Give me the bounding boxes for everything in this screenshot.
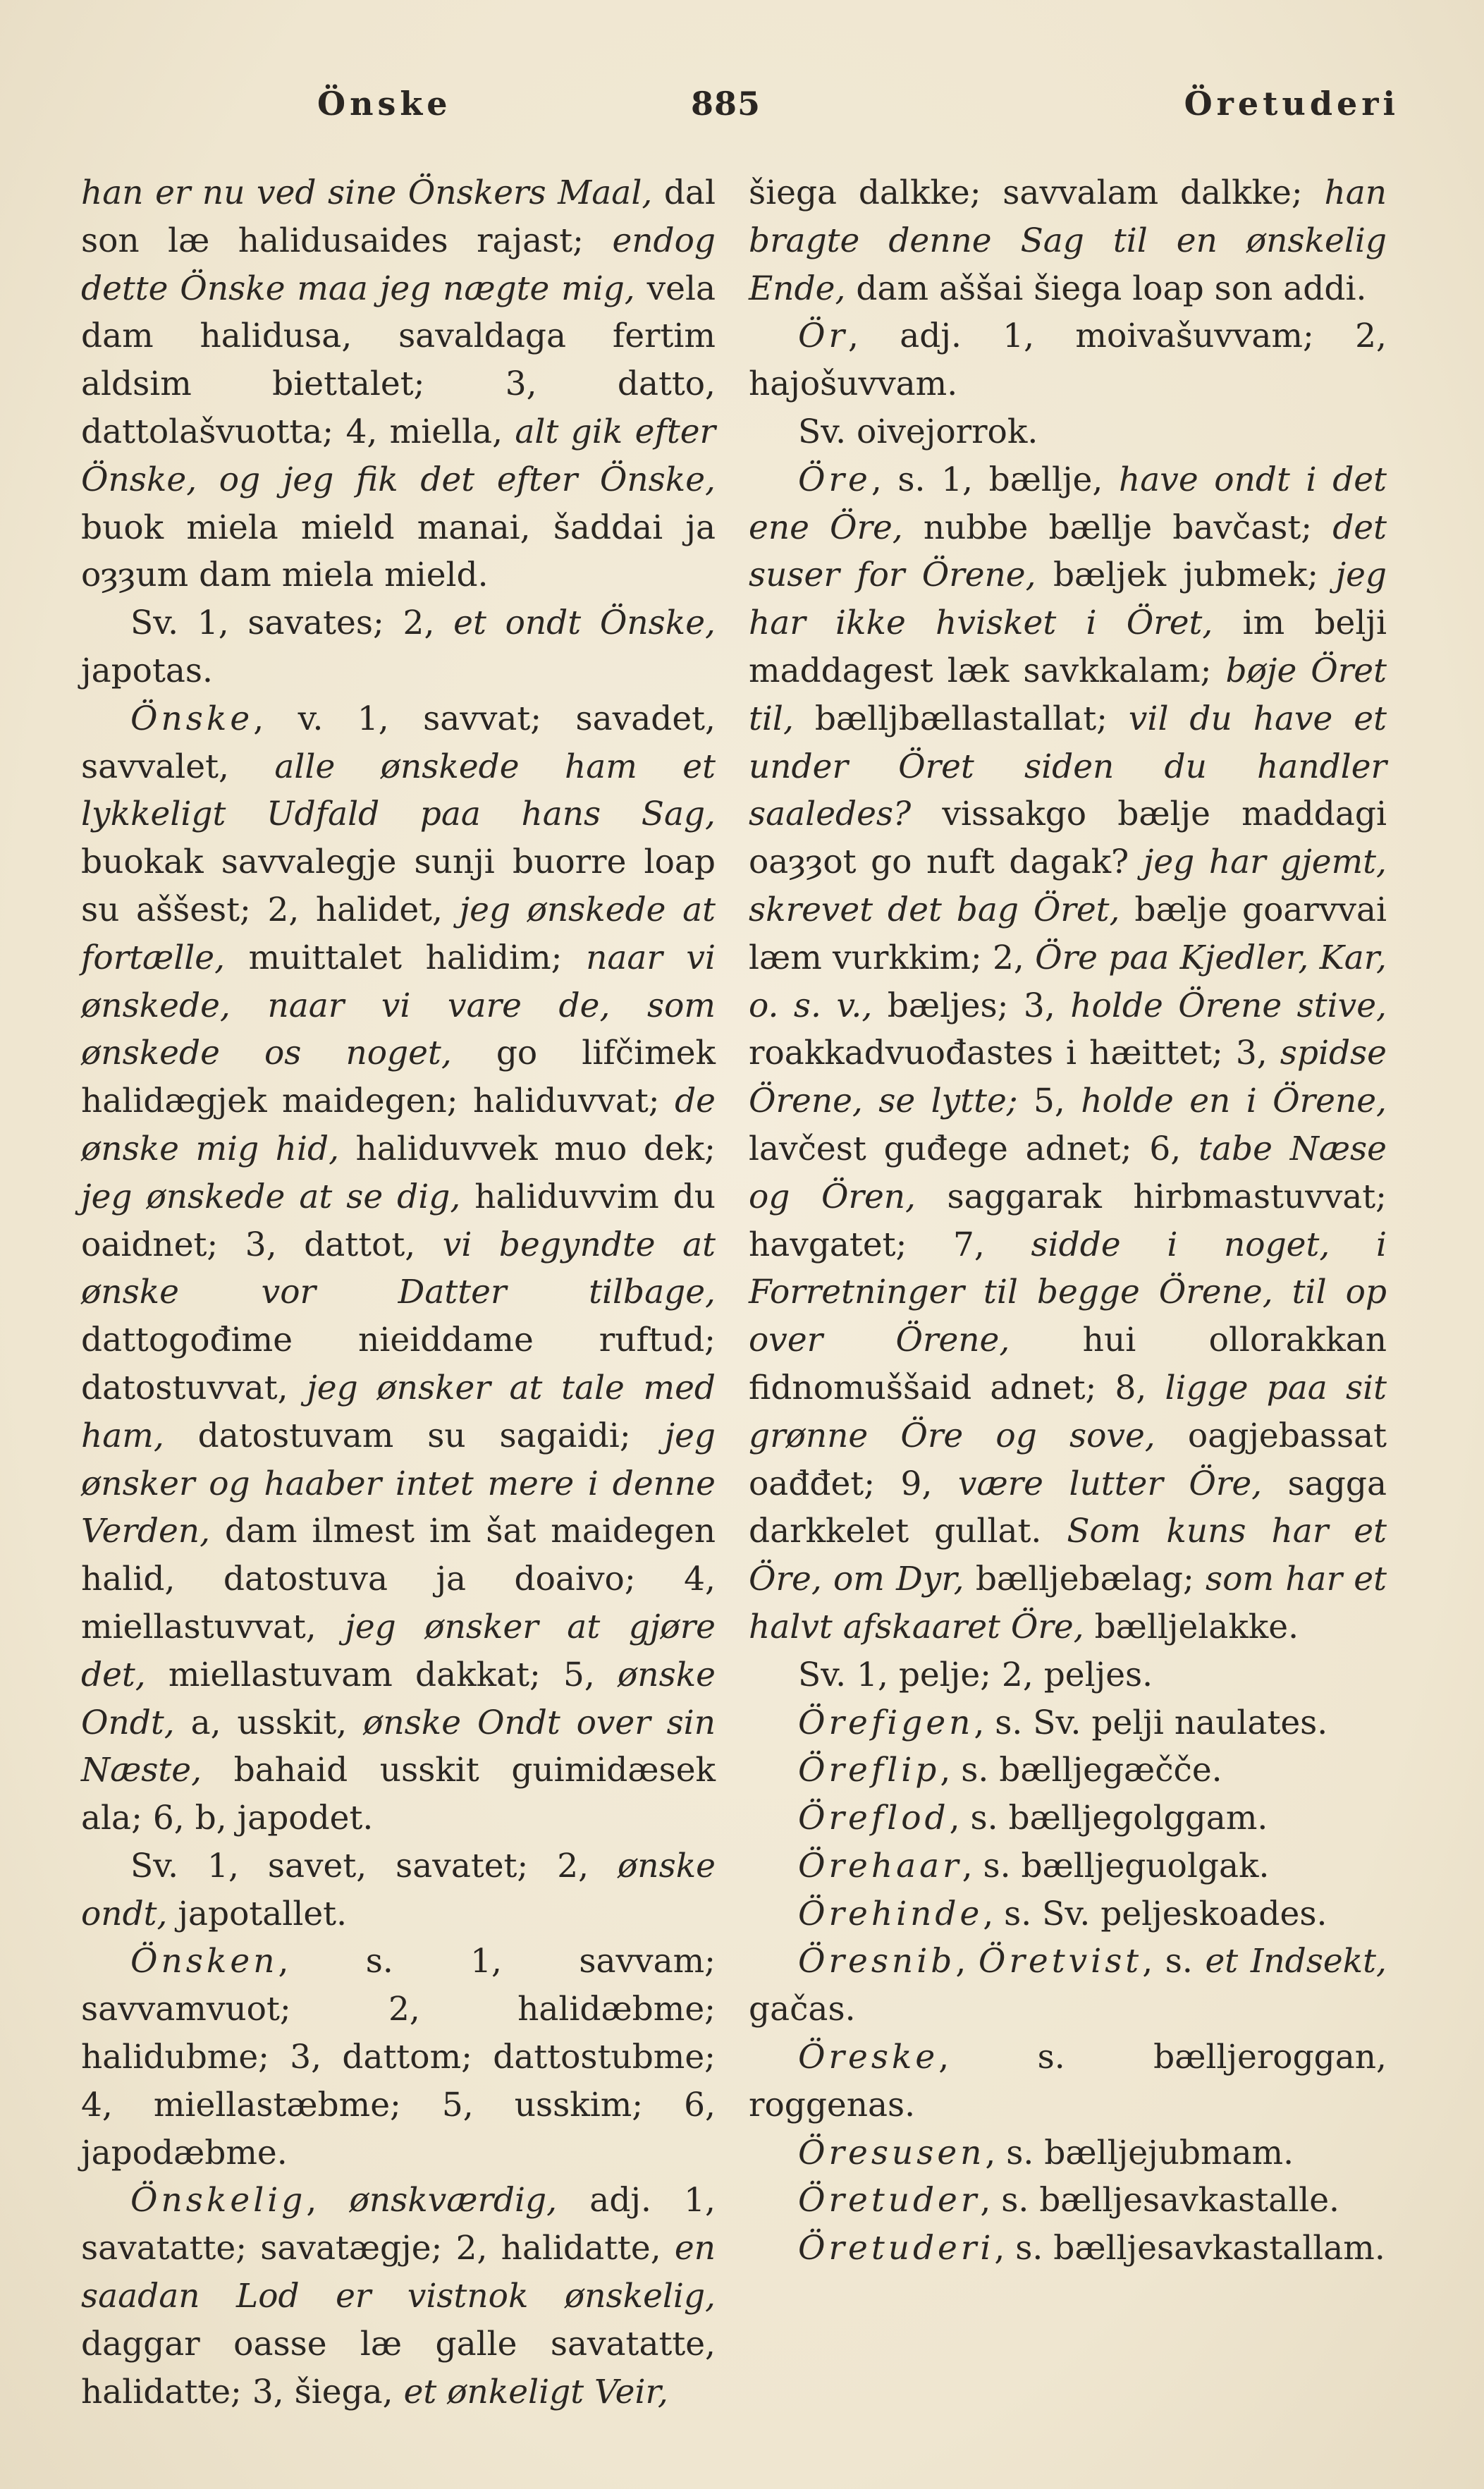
entry-text: , s. bælljesavkastallam. (994, 2229, 1385, 2268)
headword: Örehinde (798, 1894, 983, 1933)
entry-text: bahaid usskit guimidæsek ala; 6, b, japodet. (81, 1751, 716, 1838)
entry-text: vissakgo bælje maddagi oaȝȝot go nuft dagak? (749, 795, 1387, 882)
entry-text: haliduvvek muo dek; (339, 1129, 716, 1168)
example-phrase: han er nu ved sine Önskers Maal, (81, 173, 653, 212)
headword: Örehaar (798, 1846, 962, 1885)
headword: Öre (798, 460, 871, 499)
example-phrase: jeg ønsker at tale med ham, (81, 1368, 716, 1455)
example-phrase: ønske Ondt over sin Næste, (81, 1703, 716, 1790)
example-phrase: alt gik efter Önske, og jeg fik det efter Önske, (81, 412, 716, 499)
example-phrase: være lutter Öre, (957, 1464, 1263, 1503)
entry-text: šiega dalkke; savvalam dalkke; (749, 173, 1325, 212)
entry-text: bælje goarvvai læm vurkkim; 2, (749, 890, 1387, 977)
entry-paragraph (749, 1842, 1387, 1890)
entry-text: a, usskit, (174, 1703, 364, 1742)
entry-text: , s. Sv. pelji naulates. (974, 1703, 1328, 1742)
headword: Öresusen (798, 2133, 986, 2172)
entry-paragraph (81, 1842, 716, 1938)
example-phrase: et ondt Önske, (453, 604, 716, 643)
example-phrase: endog dette Önske maa jeg nægte mig, (81, 221, 716, 308)
example-phrase: holde Örene stive, (1070, 986, 1387, 1025)
example-phrase: bøje Öret til, (749, 651, 1387, 738)
entry-text: , s. 1, bællje, (871, 460, 1119, 499)
entry-paragraph (81, 169, 716, 599)
example-phrase: alle ønskede ham et lykkeligt Udfald paa hans Sag, (81, 747, 716, 834)
entry-text: im belji maddagest læk savkkalam; (749, 604, 1387, 690)
entry-text: haliduvvim du oaidnet; 3, dattot, (81, 1177, 716, 1264)
entry-text: bælljebælag; (964, 1560, 1206, 1599)
entry-text: datostuvam su sagaidi; (164, 1416, 665, 1455)
entry-text: , s. bælljeguolgak. (962, 1846, 1270, 1885)
headword: Ör (798, 317, 848, 356)
example-phrase: have ondt i det ene Öre, (749, 460, 1387, 547)
example-phrase: ønskværdig, (349, 2181, 558, 2220)
headword: Öresnib (798, 1942, 956, 1981)
entry-text: nubbe bællje bavčast; (902, 508, 1333, 547)
entry-paragraph (749, 1794, 1387, 1842)
entry-text: roakkadvuođastes i hæittet; 3, (749, 1034, 1280, 1073)
entry-paragraph (749, 169, 1387, 312)
entry-text: adj. 1, savatatte; savatægje; 2, halidatte, (81, 2181, 716, 2268)
example-phrase: Som kuns har et Öre, om Dyr, (749, 1512, 1387, 1599)
example-phrase: vi begyndte at ønske vor Datter tilbage, (81, 1225, 716, 1312)
entry-text: buokak savvalegje sunji buorre loap su aššest; 2, halidet, (81, 843, 716, 929)
entry-text: buok miela mield manai, šaddai ja oȝȝum dam miela mield. (81, 508, 716, 595)
entry-paragraph (749, 456, 1387, 1651)
entry-text: daggar oasse læ galle savatatte, halidatte; 3, šiega, (81, 2324, 716, 2411)
headword: Öretuderi (798, 2229, 995, 2268)
headword: Öretvist (978, 1942, 1143, 1981)
entry-text: vela dam halidusa, savaldaga fertim aldsim biettalet; 3, datto, dattolašvuotta; 4, miella, (81, 269, 716, 451)
headword: Örefigen (798, 1703, 974, 1742)
entry-text: gačas. (749, 1990, 856, 2029)
entry-text: dal son læ halidusaides rajast; (81, 173, 716, 260)
running-header (85, 85, 1399, 141)
example-phrase: ønske Ondt, (81, 1655, 716, 1742)
entry-text: , s. 1, savvam; savvamvuot; 2, halidæbme; halidubme; 3, dattom; dattostubme; 4, miellastæbme; 5, usskim; 6, japodæbme. (81, 1942, 716, 2172)
entry-text: hui ollorakkan fidnomuššaid adnet; 8, (749, 1321, 1387, 1407)
entry-text: Sv. oivejorrok. (798, 412, 1038, 451)
example-phrase: de ønske mig hid, (81, 1082, 716, 1168)
entry-text: , s. Sv. peljeskoades. (983, 1894, 1327, 1933)
entry-text: japotas. (81, 651, 213, 690)
example-phrase: jeg ønskede at se dig, (81, 1177, 461, 1216)
entry-paragraph (81, 2177, 716, 2416)
headword: Öretuder (798, 2181, 981, 2220)
example-phrase: jeg har ikke hvisket i Öret, (749, 556, 1387, 643)
left-column (81, 169, 716, 2416)
example-phrase: han bragte denne Sag til en ønskelig Ende, (749, 173, 1387, 308)
example-phrase: Öre paa Kjedler, Kar, o. s. v., (749, 938, 1387, 1025)
entry-paragraph (81, 1938, 716, 2177)
example-phrase: et ønkeligt Veir, (403, 2372, 668, 2411)
entry-text: Sv. 1, savates; 2, (130, 604, 454, 643)
entry-text: , s. bælljejubmam. (985, 2133, 1294, 2172)
headword: Önske (130, 699, 254, 738)
headword: Öreflod (798, 1799, 950, 1838)
entry-text: , (955, 1942, 979, 1981)
entry-text: Sv. 1, pelje; 2, peljes. (798, 1655, 1153, 1694)
entry-paragraph (81, 695, 716, 1842)
entry-text: miellastuvam dakkat; 5, (145, 1655, 618, 1694)
entry-text: bæljek jubmek; (1036, 556, 1336, 595)
entry-text: , s. bælljesavkastalle. (980, 2181, 1339, 2220)
headword: Önsken (130, 1942, 278, 1981)
entry-text: , s. bælljegæčče. (940, 1751, 1222, 1790)
example-phrase: en saadan Lod er vistnok ønskelig, (81, 2229, 716, 2316)
entry-paragraph (749, 2177, 1387, 2225)
entry-paragraph (749, 312, 1387, 408)
entry-text: dam ilmest im šat maidegen halid, datostuva ja doaivo; 4, miellastuvvat, (81, 1512, 716, 1646)
example-phrase: jeg ønsker at gjøre det, (81, 1607, 716, 1694)
entry-text: go lifčimek halidægjek maidegen; haliduvvat; (81, 1034, 716, 1121)
header-right-guideword: Öretuderi (1184, 85, 1399, 123)
example-phrase: tabe Næse og Ören, (749, 1129, 1387, 1216)
entry-paragraph (749, 408, 1387, 456)
entry-paragraph (81, 599, 716, 695)
example-phrase: som har et halvt afskaaret Öre, (749, 1560, 1387, 1646)
example-phrase: sidde i noget, i Forretninger til begge Örene, til op over Örene, (749, 1225, 1387, 1360)
example-phrase: vil du have et under Öret siden du handler saaledes? (749, 699, 1387, 834)
entry-text: , s. bælljeroggan, roggenas. (749, 2038, 1387, 2124)
entry-paragraph (749, 1890, 1387, 1938)
entry-paragraph (749, 2129, 1387, 2177)
entry-text: , s. (1142, 1942, 1206, 1981)
entry-text: oagjebassat oađđet; 9, (749, 1416, 1387, 1503)
example-phrase: et Indsekt, (1205, 1942, 1387, 1981)
example-phrase: jeg ønsker og haaber intet mere i denne Verden, (81, 1416, 716, 1551)
entry-text: dam aššai šiega loap son addi. (845, 269, 1367, 308)
entry-text: sagga darkkelet gullat. (749, 1464, 1387, 1551)
entry-text: lavčest guđege adnet; 6, (749, 1129, 1199, 1168)
headword: Öreflip (798, 1751, 940, 1790)
example-phrase: ønske ondt, (81, 1846, 716, 1933)
entry-paragraph (749, 1699, 1387, 1747)
entry-text: japotallet. (167, 1894, 348, 1933)
entry-text: , (306, 2181, 350, 2220)
entry-text: bæljes; 3, (872, 986, 1071, 1025)
entry-text: , adj. 1, moivašuvvam; 2, hajošuvvam. (749, 317, 1387, 404)
header-left-guideword: Önske (317, 85, 452, 123)
example-phrase: jeg ønskede at fortælle, (81, 890, 716, 977)
entry-text: bælljelakke. (1084, 1607, 1299, 1646)
entry-paragraph (749, 1747, 1387, 1794)
entry-text: muittalet halidim; (225, 938, 587, 977)
entry-paragraph (749, 2225, 1387, 2273)
page-number: 885 (691, 85, 761, 123)
entry-text: , s. bælljegolggam. (949, 1799, 1268, 1838)
example-phrase: holde en i Örene, (1081, 1082, 1387, 1121)
entry-text: Sv. 1, savet, savatet; 2, (130, 1846, 618, 1885)
headword: Öreske (798, 2038, 939, 2077)
example-phrase: naar vi ønskede, naar vi vare de, som ønskede os noget, (81, 938, 716, 1073)
right-column (749, 169, 1387, 2273)
entry-paragraph (749, 2034, 1387, 2129)
entry-text: dattogođime nieiddame ruftud; datostuvvat, (81, 1321, 716, 1407)
headword: Önskelig (130, 2181, 307, 2220)
entry-text: , v. 1, savvat; savadet, savvalet, (81, 699, 716, 786)
example-phrase: jeg har gjemt, skrevet det bag Öret, (749, 843, 1387, 929)
entry-text: 5, (1017, 1082, 1081, 1121)
entry-paragraph (749, 1938, 1387, 2034)
entry-text: bælljbællastallat; (793, 699, 1129, 738)
entry-paragraph (749, 1651, 1387, 1699)
example-phrase: spidse Örene, se lytte; (749, 1034, 1387, 1121)
entry-text: saggarak hirbmastuvvat; havgatet; 7, (749, 1177, 1387, 1264)
example-phrase: ligge paa sit grønne Öre og sove, (749, 1368, 1387, 1455)
example-phrase: det suser for Örene, (749, 508, 1387, 595)
